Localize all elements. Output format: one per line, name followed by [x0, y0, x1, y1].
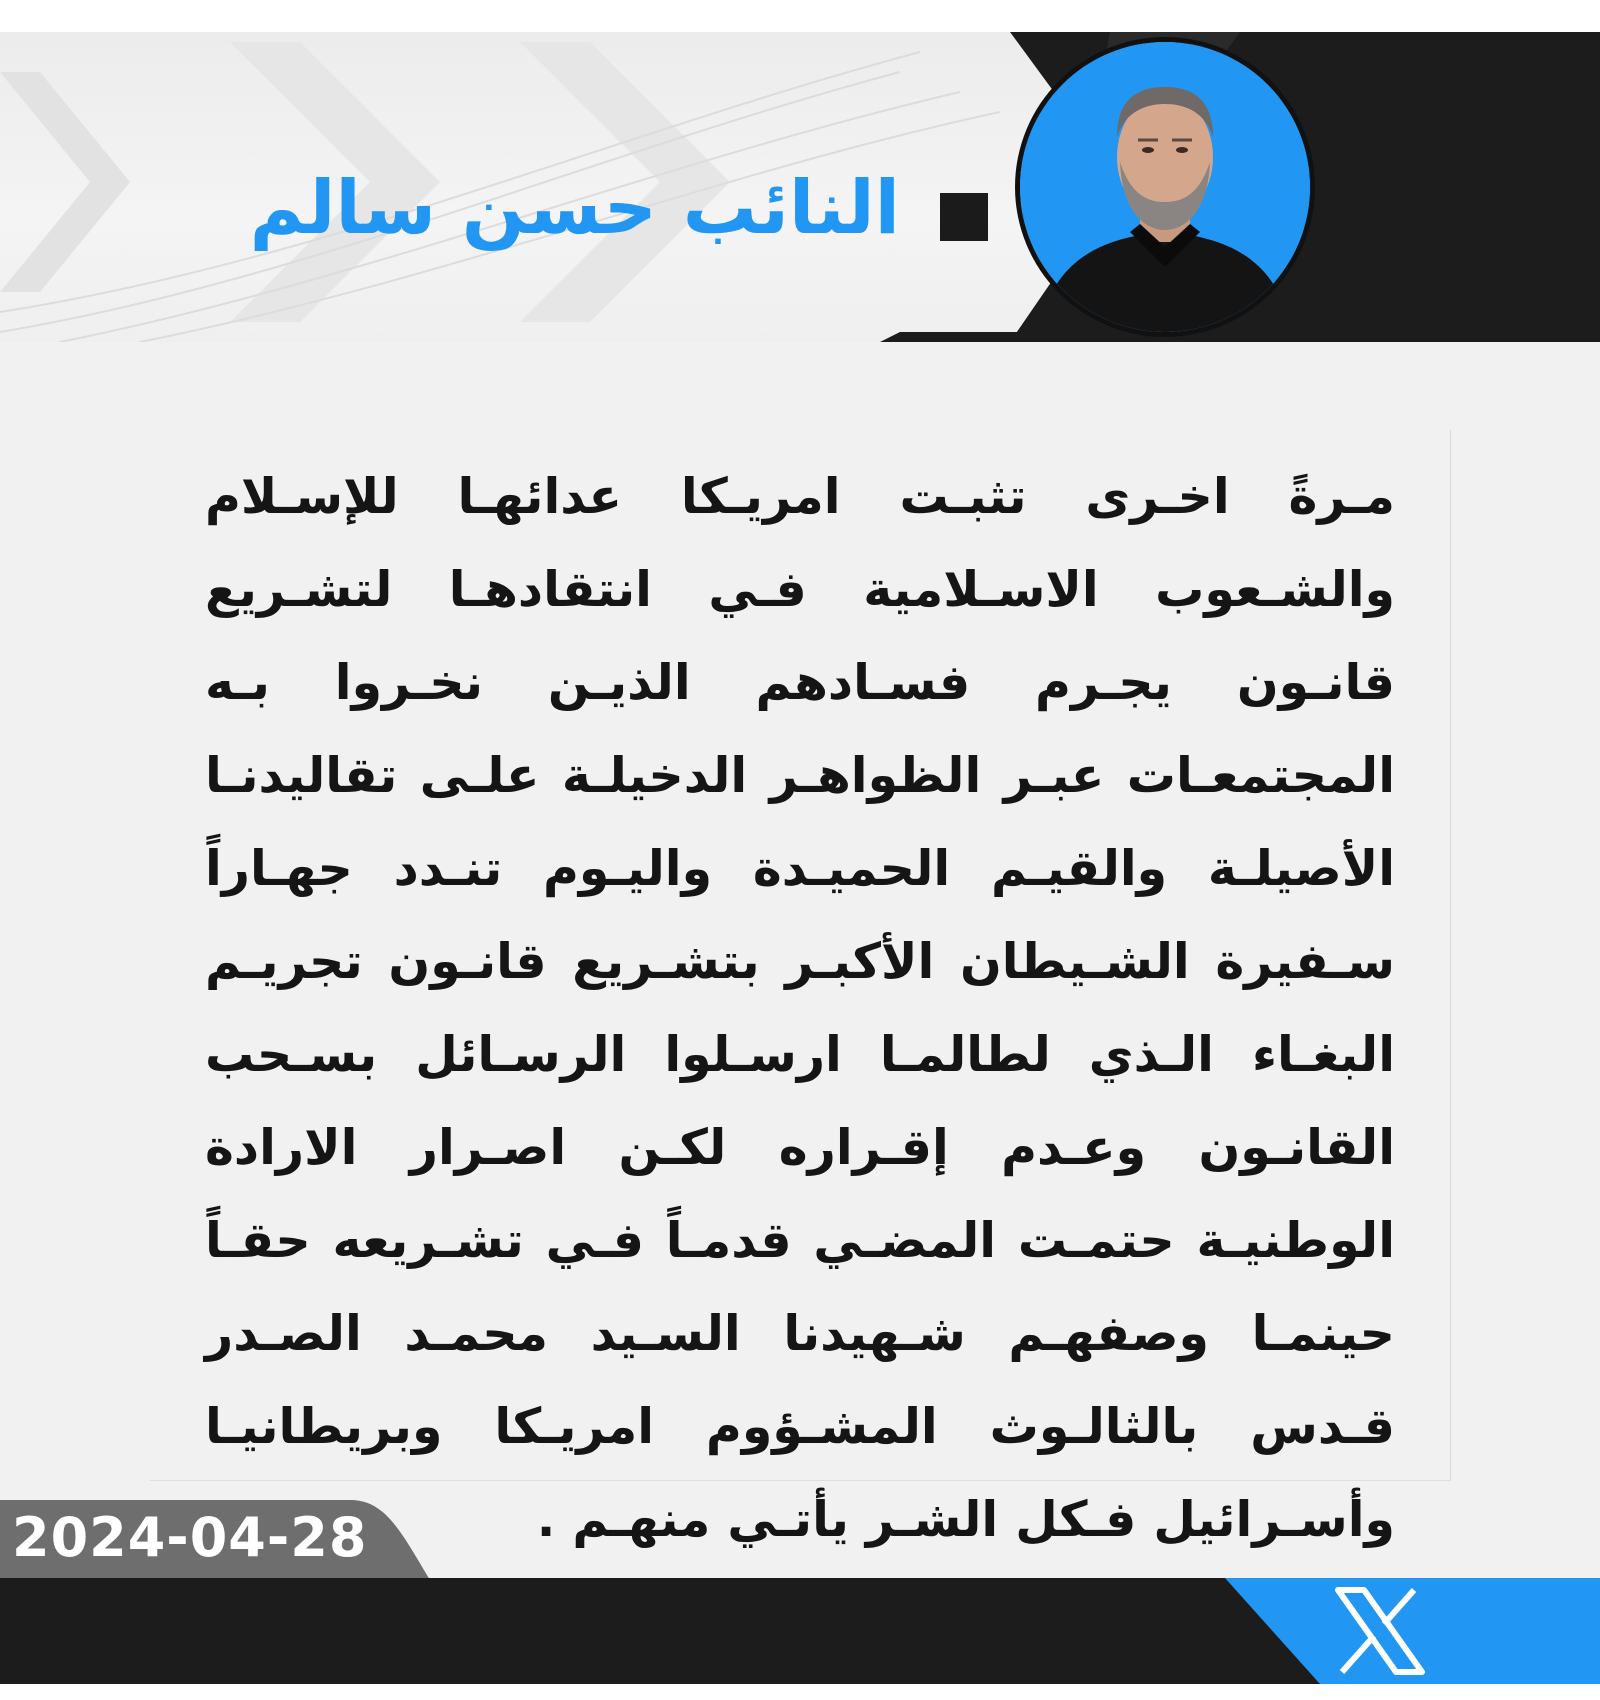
portrait-illustration — [1020, 42, 1310, 332]
bottom-strip — [0, 1684, 1600, 1700]
speaker-name: النائب حسن سالم — [249, 165, 900, 251]
portrait-photo — [1020, 42, 1310, 332]
top-strip — [0, 0, 1600, 32]
statement-text: مـرةً اخـرى تثبـت امريـكا عدائهـا للإسـلام والشـعوب الاسـلامية فـي انتقادهـا لتشـريع قانـون يجـرم فسـادهم الذيـن نخـروا بـه المجتمعـات عبـر الظواهـر الدخيلـة علـى تقاليدنـا الأصيلـة والقيـم الحميـدة واليـوم تنـدد جهـاراً سـفيرة الشـيطان الأكبـر بتشـريع قانـون تجريـم البغـاء الـذي لطالمـا ارسـلوا الرسـائل بسـحب القانـون وعـدم إقـراره لكـن اصـرار الارادة الوطنيـة حتمـت المضـي قدمـاً فـي تشـريعه حقـاً حينمـا وصفهـم شـهيدنا السـيد محمـد الصـدر قـدس بالثالـوث المشـؤوم امريـكا وبريطانيـا وأسـرائيل فـكل الشـر يأتـي منهـم . — [205, 468, 1395, 1548]
name-bullet-square — [940, 193, 988, 241]
post-date: 2024-04-28 — [12, 1506, 368, 1569]
x-logo-icon[interactable] — [1330, 1586, 1430, 1676]
avatar — [1015, 37, 1315, 337]
